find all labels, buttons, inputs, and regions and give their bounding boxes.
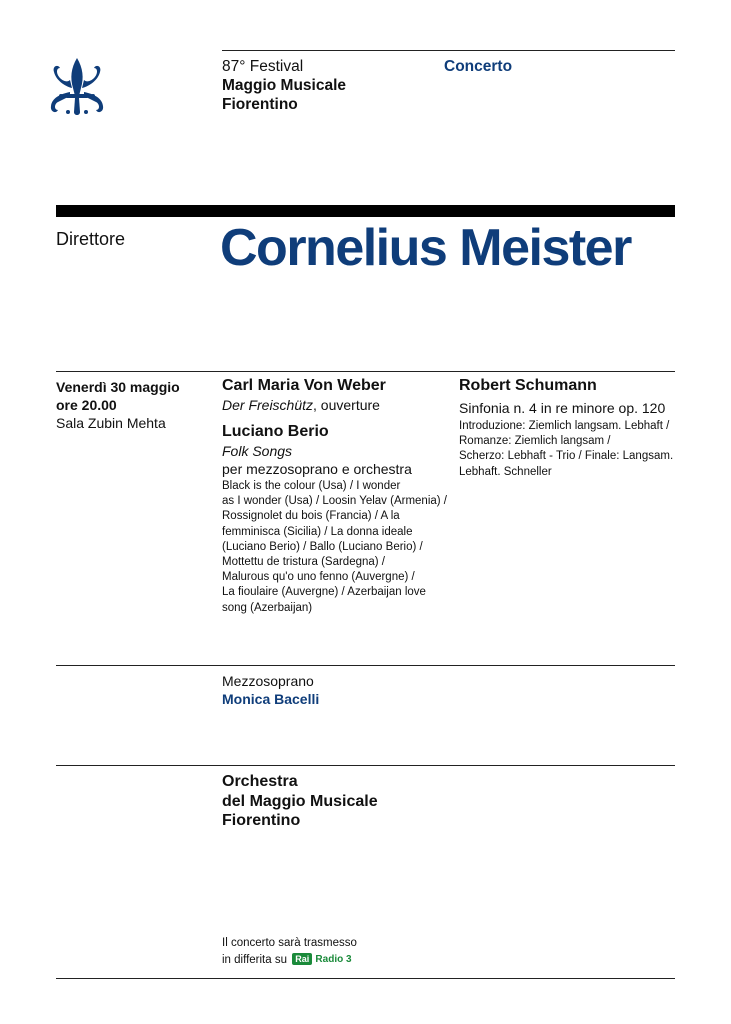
broadcast-note	[222, 936, 357, 968]
florentine-lily-icon	[48, 56, 106, 120]
festival-line-3: Fiorentino	[222, 96, 298, 113]
berio-song-line: Malurous qu'o uno fenno (Auvergne) /	[222, 571, 415, 584]
radio3-logo: Radio 3	[315, 953, 352, 965]
schumann-movement-line: Romanze: Ziemlich langsam /	[459, 435, 611, 448]
schumann-work: Sinfonia n. 4 in re minore op. 120	[459, 400, 666, 416]
schumann-block	[459, 376, 679, 480]
weber-block	[222, 376, 386, 414]
bottom-rule	[56, 978, 675, 979]
berio-block	[222, 422, 447, 616]
schumann-movement-line: Introduzione: Ziemlich langsam. Lebhaft /	[459, 420, 670, 432]
weber-work-rest: , ouverture	[313, 397, 380, 413]
event-time: ore 20.00	[56, 397, 117, 413]
program-rule	[56, 371, 675, 372]
berio-work-sub: per mezzosoprano e orchestra	[222, 461, 412, 477]
weber-work-title: Der Freischütz	[222, 397, 314, 413]
soloist-block	[222, 672, 319, 708]
orchestra-line-2: del Maggio Musicale	[222, 792, 378, 810]
schumann-movement-line: Lebhaft. Schneller	[459, 465, 552, 478]
conductor-role: Direttore	[56, 229, 126, 249]
broadcast-line-2: in differita su	[222, 953, 287, 966]
berio-song-line: (Luciano Berio) / Ballo (Luciano Berio) /	[222, 540, 423, 553]
event-date: Venerdì 30 maggio	[56, 379, 180, 395]
orchestra-rule	[56, 765, 675, 766]
berio-work-title: Folk Songs	[222, 443, 293, 459]
soloist-role: Mezzosoprano	[222, 673, 314, 689]
conductor-name: Cornelius Meister	[220, 219, 631, 277]
event-type: Concerto	[444, 58, 513, 75]
thick-divider	[56, 205, 675, 217]
berio-song-line: Mottettu de tristura (Sardegna) /	[222, 556, 385, 569]
festival-line-1: 87° Festival	[222, 58, 304, 75]
schumann-composer: Robert Schumann	[459, 377, 597, 394]
top-rule	[222, 50, 675, 51]
event-venue: Sala Zubin Mehta	[56, 415, 166, 431]
orchestra-block	[222, 772, 378, 831]
schumann-movements	[459, 419, 679, 480]
berio-song-line: La fioulaire (Auvergne) / Azerbaijan love	[222, 586, 426, 599]
berio-song-line: femminisca (Sicilia) / La donna ideale	[222, 525, 413, 538]
festival-line-2: Maggio Musicale	[222, 77, 347, 94]
weber-work	[222, 396, 386, 414]
berio-songs	[222, 479, 447, 616]
weber-composer: Carl Maria Von Weber	[222, 377, 386, 394]
rai-logo: Rai	[292, 953, 312, 965]
broadcast-line-1: Il concerto sarà trasmesso	[222, 937, 357, 949]
soloist-rule	[56, 665, 675, 666]
orchestra-line-1: Orchestra	[222, 773, 298, 790]
broadcast-line-2-wrap	[222, 952, 357, 968]
orchestra-line-3: Fiorentino	[222, 812, 301, 829]
festival-title	[222, 57, 346, 114]
berio-song-line: as I wonder (Usa) / Loosin Yelav (Armenia) /	[222, 495, 447, 508]
soloist-name: Monica Bacelli	[222, 691, 320, 707]
event-info	[56, 378, 180, 432]
berio-composer: Luciano Berio	[222, 423, 329, 440]
berio-song-line: Rossignolet du bois (Francia) / A la	[222, 510, 400, 523]
berio-song-line: Black is the colour (Usa) / I wonder	[222, 480, 401, 492]
schumann-movement-line: Scherzo: Lebhaft - Trio / Finale: Langsam.	[459, 450, 674, 463]
berio-song-line: song (Azerbaijan)	[222, 601, 313, 614]
